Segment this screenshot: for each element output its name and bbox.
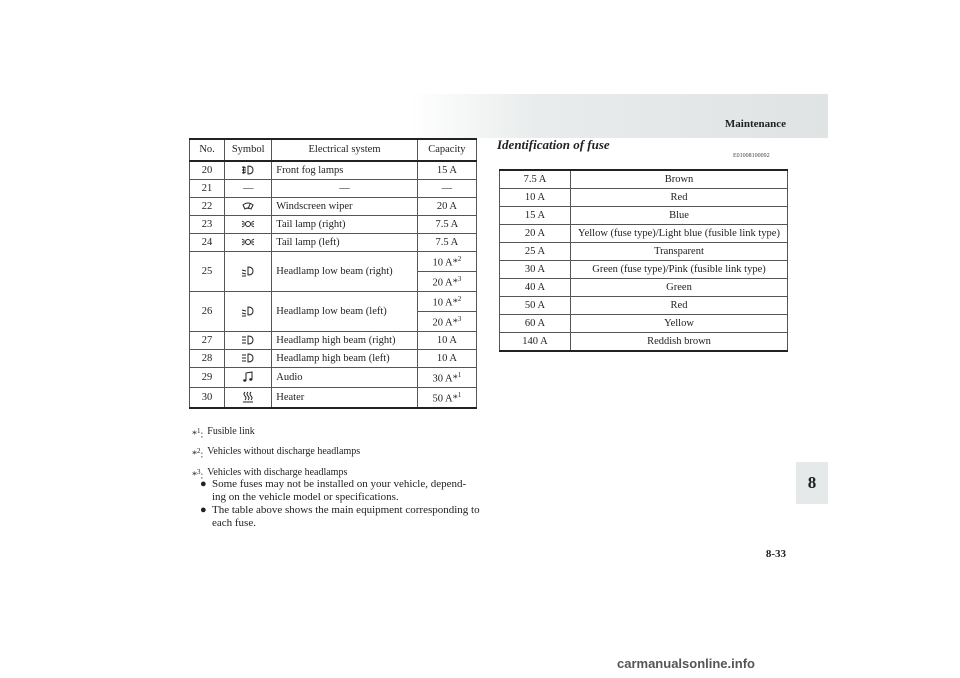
footnote: *$^1$: Fusible link <box>192 426 255 441</box>
page-number: 8-33 <box>765 548 786 560</box>
bullet-icon: ● <box>200 504 207 516</box>
fuse-color-table <box>499 169 788 352</box>
table-row: 24 Tail lamp (left) 7.5 A <box>190 234 477 252</box>
low-beam-icon <box>241 265 255 277</box>
table-row: 20 A*$^3$ <box>190 272 477 292</box>
table-row: 50 A Red <box>500 297 788 315</box>
list-item: ● The table above shows the main equipment corresponding to each fuse. <box>200 504 480 529</box>
table-row: 30 Heater 50 A*$^1$ <box>190 388 477 409</box>
table-row: 40 A Green <box>500 279 788 297</box>
column-header-capacity: Capacity <box>417 139 476 161</box>
table-row: 23 Tail lamp (right) 7.5 A <box>190 216 477 234</box>
fuse-table <box>189 138 477 409</box>
high-beam-icon <box>241 334 255 346</box>
table-row: 28 Headlamp high beam (left) 10 A <box>190 350 477 368</box>
bullet-icon: ● <box>200 478 207 490</box>
table-row: 21 — — — <box>190 180 477 198</box>
column-header-no: No. <box>190 139 225 161</box>
table-row: 25 A Transparent <box>500 243 788 261</box>
table-row: 15 A Blue <box>500 207 788 225</box>
front-fog-lamp-icon <box>241 164 255 176</box>
footnotes <box>192 423 360 484</box>
audio-icon <box>241 371 255 383</box>
tail-lamp-icon <box>241 218 255 230</box>
high-beam-icon <box>241 352 255 364</box>
table-row: 20 Front fog lamps 15 A <box>190 161 477 180</box>
windscreen-wiper-icon <box>241 200 255 212</box>
section-code: E01008100092 <box>733 153 770 159</box>
watermark[interactable]: carmanualsonline.info <box>617 656 755 671</box>
column-header-symbol: Symbol <box>225 139 272 161</box>
table-row: 30 A Green (fuse type)/Pink (fusible link type) <box>500 261 788 279</box>
column-header-system: Electrical system <box>272 139 418 161</box>
page-header-title: Maintenance <box>724 118 786 130</box>
list-item: ● Some fuses may not be installed on your vehicle, depend-ing on the vehicle model or specifications. <box>200 478 467 503</box>
chapter-tab: 8 <box>796 462 828 504</box>
table-row: 29 Audio 30 A*$^1$ <box>190 368 477 388</box>
table-row: 22 Windscreen wiper 20 A <box>190 198 477 216</box>
tail-lamp-icon <box>241 236 255 248</box>
table-row: 60 A Yellow <box>500 315 788 333</box>
table-row: 10 A Red <box>500 189 788 207</box>
notes-list <box>200 478 480 530</box>
table-row: 26 Headlamp low beam (left) 10 A*$^2$ <box>190 292 477 312</box>
header-band <box>410 94 828 138</box>
table-row: 20 A*$^3$ <box>190 312 477 332</box>
table-row: 140 A Reddish brown <box>500 333 788 352</box>
table-row: 20 A Yellow (fuse type)/Light blue (fusible link type) <box>500 225 788 243</box>
section-title: Identification of fuse <box>497 137 610 152</box>
table-row: 27 Headlamp high beam (right) 10 A <box>190 332 477 350</box>
heater-icon <box>241 391 255 403</box>
low-beam-icon <box>241 305 255 317</box>
table-row: 7.5 A Brown <box>500 170 788 189</box>
footnote: *$^3$: Vehicles with discharge headlamps <box>192 466 348 481</box>
footnote: *$^2$: Vehicles without discharge headlamps <box>192 446 361 461</box>
table-row: 25 Headlamp low beam (right) 10 A*$^2$ <box>190 252 477 272</box>
